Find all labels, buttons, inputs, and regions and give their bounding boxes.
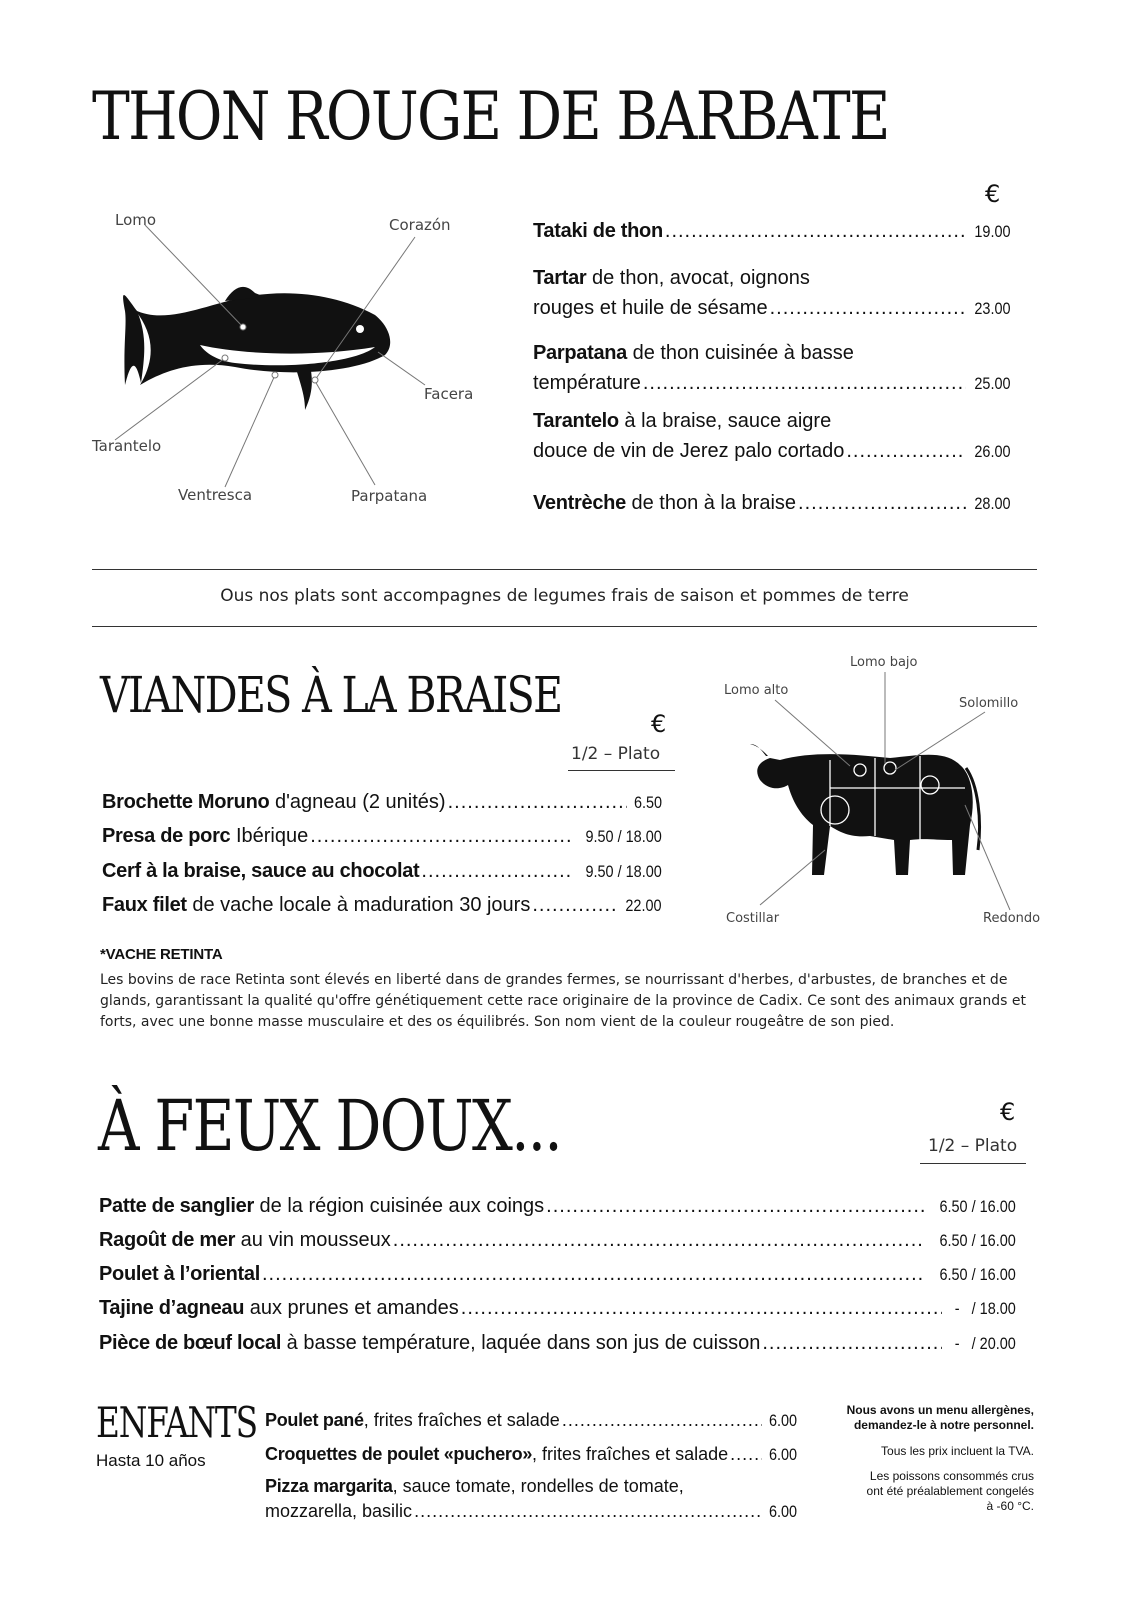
tuna-illustration — [85, 205, 495, 515]
item-desc: à basse température, laquée dans son jus de cuisson — [281, 1332, 761, 1354]
item-name: Ragoût de mer — [99, 1229, 236, 1251]
item-price: 6.50 / 16.00 — [939, 1231, 1016, 1250]
cut-label-solomillo: Solomillo — [959, 696, 1019, 711]
item-name: Tataki de thon — [533, 220, 663, 242]
item-price: 6.50 / 16.00 — [939, 1265, 1016, 1284]
menu-item-tartar — [533, 263, 1011, 324]
menu-item-tajine — [99, 1293, 1016, 1324]
item-name: Cerf à la braise, sauce au chocolat — [102, 860, 420, 882]
menu-item-ragout — [99, 1225, 1016, 1256]
item-name: Ventrèche — [533, 492, 626, 514]
item-price: 28.00 — [974, 494, 1011, 513]
item-desc: de thon à la braise — [625, 492, 797, 514]
menu-item-tarantelo — [533, 406, 1011, 467]
retinta-text: Les bovins de race Retinta sont élevés en liberté dans de grandes fermes, se nourrissant d'herbes, d'arbustes, de branches et de glands, garantissant la qualité qu'offre génétiquement cette race originaire de la province de Cadix. Ce sont des animaux grands et forts, avec une bonne masse musculaire et des os équilibrés. Son nom vient de la couleur rougeâtre de son pied. — [100, 972, 1026, 1030]
item-price: 9.50 / 18.00 — [585, 827, 662, 846]
item-name: Pièce de bœuf local — [99, 1332, 282, 1354]
divider-bottom — [92, 626, 1037, 627]
item-name: Faux filet — [102, 894, 187, 916]
item-desc-2: mozzarella, basilic — [265, 1501, 413, 1521]
cut-label-corazon: Corazón — [389, 216, 451, 234]
item-price: 22.00 — [625, 896, 662, 915]
cut-label-lomo-bajo: Lomo bajo — [850, 655, 918, 670]
portion-underline-viandes — [568, 770, 675, 771]
item-price: 26.00 — [974, 442, 1011, 461]
cut-label-costillar: Costillar — [726, 911, 780, 926]
poissons-note: Les poissons consommés crus ont été préalablement congelés à -60 °C. — [866, 1469, 1034, 1513]
portion-underline-feux — [920, 1163, 1026, 1164]
portion-label-viandes: 1/2 – Plato — [571, 744, 661, 764]
menu-item-presa — [102, 821, 662, 852]
item-desc: , frites fraîches et salade — [532, 1444, 729, 1464]
item-price: 6.00 — [768, 1502, 797, 1521]
cut-label-lomo-alto: Lomo alto — [724, 683, 789, 698]
section-title-enfants: ENFANTS — [96, 1398, 257, 1447]
cut-label-redondo: Redondo — [983, 911, 1041, 926]
tva-note: Tous les prix incluent la TVA. — [881, 1444, 1034, 1458]
item-name: Tajine d’agneau — [99, 1297, 245, 1319]
item-price: - / 18.00 — [954, 1299, 1016, 1318]
item-name: Patte de sanglier — [99, 1195, 254, 1217]
item-desc: de la région cuisinée aux coings — [253, 1195, 545, 1217]
menu-item-cerf — [102, 856, 662, 887]
menu-item-sanglier — [99, 1191, 1016, 1222]
item-price: 6.00 — [768, 1445, 797, 1464]
item-desc: Ibérique — [230, 825, 309, 847]
item-desc-2: température — [533, 372, 641, 394]
section-title-viandes: VIANDES À LA BRAISE — [100, 666, 562, 724]
item-price: 25.00 — [974, 374, 1011, 393]
menu-item-boeuf — [99, 1328, 1016, 1359]
cut-label-tarantelo: Tarantelo — [92, 437, 162, 455]
item-name: Brochette Moruno — [102, 791, 270, 813]
menu-item-parpatana — [533, 338, 1011, 399]
item-name: Poulet pané — [265, 1410, 364, 1430]
item-name: Poulet à l’oriental — [99, 1263, 260, 1285]
item-name: Pizza margarita — [265, 1476, 393, 1496]
item-desc: au vin mousseux — [235, 1229, 391, 1251]
item-desc: de thon, avocat, oignons — [586, 267, 810, 289]
retinta-title: *VACHE RETINTA — [100, 946, 223, 963]
portion-label-feux: 1/2 – Plato — [928, 1136, 1018, 1156]
item-desc: aux prunes et amandes — [244, 1297, 459, 1319]
item-desc: à la braise, sauce aigre — [618, 410, 832, 432]
allergen-note: Nous avons un menu allergènes, demandez-le à notre personnel. — [846, 1403, 1034, 1432]
item-name: Presa de porc — [102, 825, 231, 847]
currency-feux: € — [1000, 1098, 1016, 1126]
item-name: Tarantelo — [533, 410, 619, 432]
section-title-thon: THON ROUGE DE BARBATE — [92, 78, 889, 155]
item-desc: d'agneau (2 unités) — [269, 791, 446, 813]
divider-top — [92, 569, 1037, 570]
menu-item-croquettes — [265, 1440, 797, 1469]
menu-item-poulet-oriental — [99, 1259, 1016, 1290]
menu-item-tataki — [533, 216, 1011, 247]
item-name: Croquettes de poulet «puchero» — [265, 1444, 533, 1464]
accompaniment-note: Ous nos plats sont accompagnes de legumes frais de saison et pommes de terre — [220, 586, 909, 606]
item-desc: de vache locale à maduration 30 jours — [186, 894, 531, 916]
item-price: 9.50 / 18.00 — [585, 862, 662, 881]
item-desc: , frites fraîches et salade — [363, 1410, 560, 1430]
menu-item-ventreche — [533, 488, 1011, 519]
cut-label-lomo: Lomo — [115, 211, 157, 229]
currency-viandes: € — [651, 710, 667, 738]
menu-item-brochette — [102, 787, 662, 818]
enfants-subtitle: Hasta 10 años — [96, 1451, 206, 1470]
item-price: - / 20.00 — [954, 1334, 1016, 1353]
item-price: 6.50 / 16.00 — [939, 1197, 1016, 1216]
item-price: 19.00 — [974, 222, 1011, 241]
currency-thon: € — [985, 180, 1001, 208]
cut-label-facera: Facera — [424, 385, 474, 403]
menu-item-poulet-pane — [265, 1406, 797, 1435]
menu-item-pizza — [265, 1474, 797, 1524]
item-price: 6.50 — [633, 793, 662, 812]
item-desc: , sauce tomate, rondelles de tomate, — [392, 1476, 684, 1496]
item-price: 6.00 — [768, 1411, 797, 1430]
item-name: Parpatana — [533, 342, 628, 364]
cut-label-ventresca: Ventresca — [178, 486, 253, 504]
item-desc-2: rouges et huile de sésame — [533, 297, 768, 319]
section-title-feux: À FEUX DOUX... — [98, 1085, 562, 1167]
item-name: Tartar — [533, 267, 587, 289]
item-desc: de thon cuisinée à basse — [627, 342, 854, 364]
cut-label-parpatana: Parpatana — [351, 487, 428, 505]
item-price: 23.00 — [974, 299, 1011, 318]
menu-item-faux-filet — [102, 890, 662, 921]
item-desc-2: douce de vin de Jerez palo cortado — [533, 440, 845, 462]
